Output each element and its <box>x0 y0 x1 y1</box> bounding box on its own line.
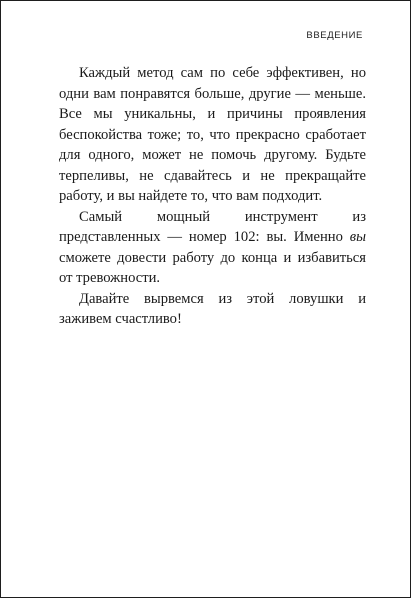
body-text <box>59 63 366 330</box>
paragraph-1: Каждый метод сам по себе эффективен, но одни вам понравятся больше, другие — меньше. Все мы уникальны, и причины проявления беспокойства тоже; то, что прекрасно сработает для одного, может не помочь другому. Будьте терпеливы, не сдавайтесь и не прекращайте работу, и вы найдете то, что вам подходит. <box>59 65 366 204</box>
paragraph-2 <box>59 207 366 289</box>
paragraph-2-emphasis: вы <box>349 229 366 245</box>
paragraph-2-start: Самый мощный инструмент из представленных — номер 102: вы. Именно <box>59 208 366 245</box>
paragraph-2-end: сможете довести работу до конца и избавиться от тревожности. <box>59 249 366 286</box>
paragraph-3: Давайте вырвемся из этой ловушки и заживем счастливо! <box>59 290 366 327</box>
running-header: ВВЕДЕНИЕ <box>306 30 363 41</box>
